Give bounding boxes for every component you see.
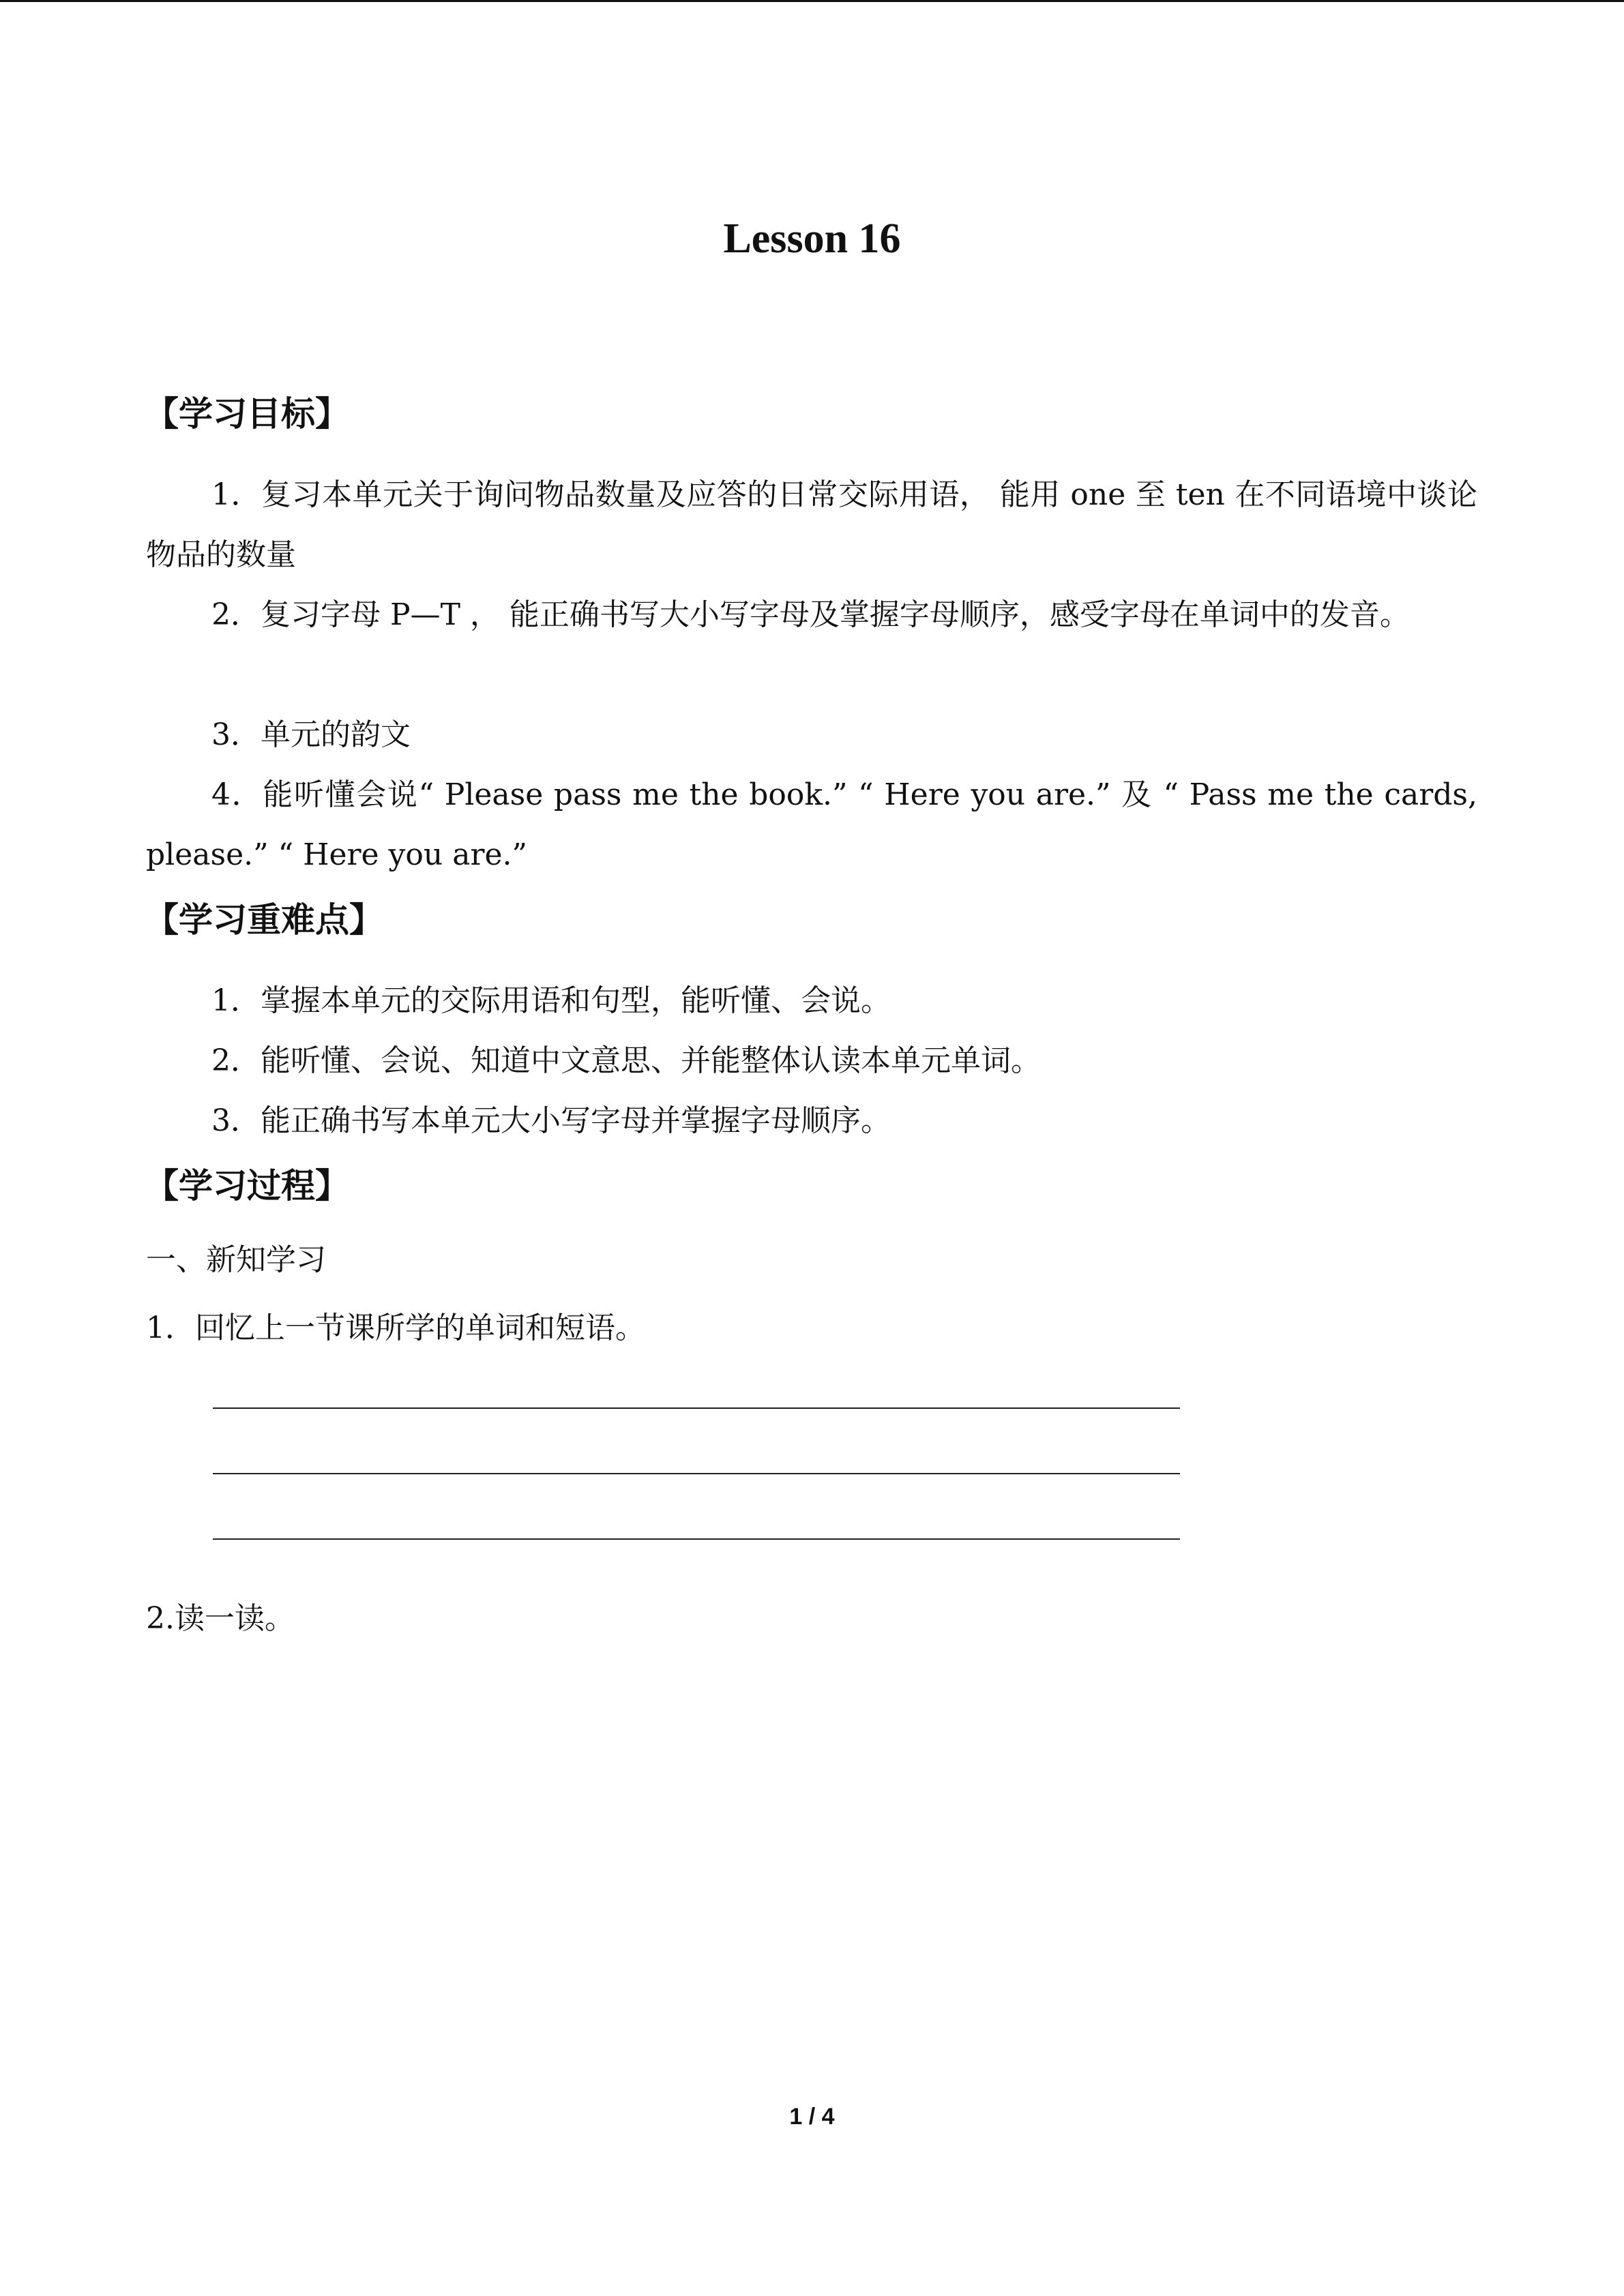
page-number: 1 / 4 [789, 2104, 835, 2130]
objective-item-3: 3．单元的韵文 [211, 717, 411, 752]
key-point-item-3: 3．能正确书写本单元大小写字母并掌握字母顺序。 [211, 1103, 891, 1138]
task-2-text: 2.读一读。 [146, 1601, 295, 1636]
key-point-item-2: 2．能听懂、会说、知道中文意思、并能整体认读本单元单词。 [211, 1043, 1041, 1078]
page-title: Lesson 16 [723, 215, 901, 262]
key-points-heading: 【学习重难点】 [145, 900, 383, 940]
answer-blank-line-2[interactable] [213, 1473, 1180, 1474]
objective-item-4: 4．能听懂会说“ Please pass me the book.” “ Here you are.” 及 “ Pass me the cards, please.” “ Here you are.” [146, 777, 1477, 872]
answer-blank-line-3[interactable] [213, 1538, 1180, 1540]
key-point-item-1: 1．掌握本单元的交际用语和句型，能听懂、会说。 [211, 983, 891, 1018]
process-subheading: 一、新知学习 [146, 1242, 326, 1277]
objective-item-2: 2．复习字母 P—T ， 能正确书写大小写字母及掌握字母顺序，感受字母在单词中的发音。 [211, 597, 1410, 632]
objectives-heading: 【学习目标】 [145, 394, 349, 434]
answer-blank-line-1[interactable] [213, 1407, 1180, 1409]
task-1-text: 1．回忆上一节课所学的单词和短语。 [146, 1311, 645, 1345]
process-heading: 【学习过程】 [145, 1166, 349, 1206]
objective-item-1: 1．复习本单元关于询问物品数量及应答的日常交际用语， 能用 one 至 ten 在不同语境中谈论物品的数量 [146, 477, 1477, 572]
